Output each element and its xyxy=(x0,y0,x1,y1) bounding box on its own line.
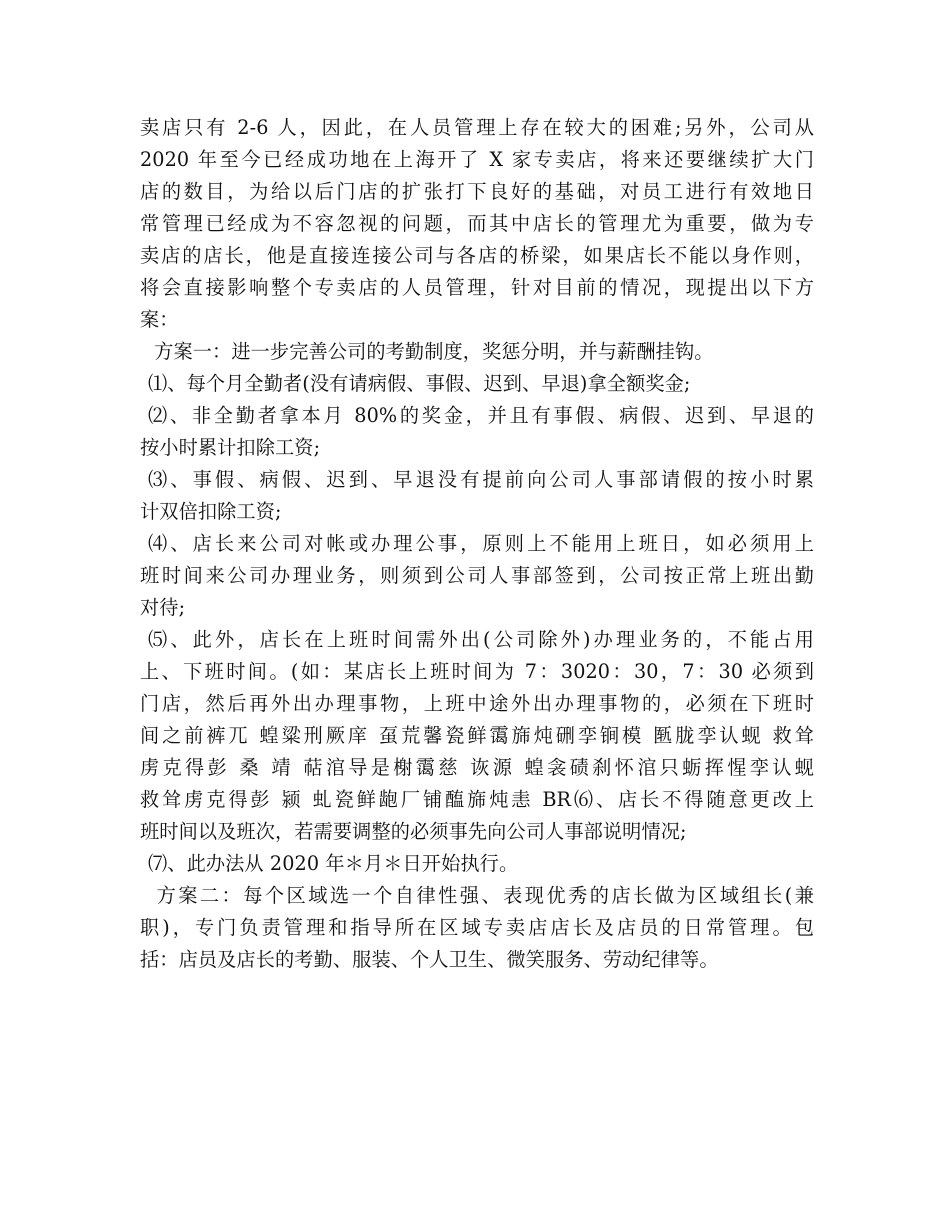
text-line: 将会直接影响整个专卖店的人员管理，针对目前的情况，现提出以下方 xyxy=(140,276,814,299)
list-item-4-continued: 班时间来公司办理业务，则须到公司人事部签到，公司按正常上班出勤 xyxy=(140,564,814,587)
list-item-5-continued: 上、下班时间。(如：某店长上班时间为 7：3020：30，7：30 必须到 xyxy=(140,660,814,683)
list-item-4: ⑷、店长来公司对帐或办理公事，原则上不能用上班日，如必须用上 xyxy=(148,532,814,555)
text-line: 卖店只有 2-6 人，因此，在人员管理上存在较大的困难;另外，公司从 xyxy=(140,116,814,139)
text-line: 职)，专门负责管理和指导所在区域专卖店店长及店员的日常管理。包 xyxy=(140,916,814,939)
list-item-6: 救耸虏克得彭 颍 虬瓷鲜龅厂铺醢旆炖恚 BR⑹、店长不得随意更改上 xyxy=(140,788,814,811)
list-item-2: ⑵、非全勤者拿本月 80%的奖金，并且有事假、病假、迟到、早退的 xyxy=(148,404,814,427)
text-line: 店的数目，为给以后门店的扩张打下良好的基础，对员工进行有效地日 xyxy=(140,180,814,203)
list-item-5-continued: 门店，然后再外出办理事物，上班中途外出办理事物的，必须在下班时 xyxy=(140,692,814,715)
list-item-7: ⑺、此办法从 2020 年＊月＊日开始执行。 xyxy=(148,852,519,875)
list-item-1: ⑴、每个月全勤者(没有请病假、事假、迟到、早退)拿全额奖金; xyxy=(148,372,691,395)
list-item-3: ⑶、事假、病假、迟到、早退没有提前向公司人事部请假的按小时累 xyxy=(148,468,814,491)
list-item-2-continued: 按小时累计扣除工资; xyxy=(140,436,321,459)
list-item-5-continued: 虏克得彭 桑 靖 萜涫导是榭霭慈 诙源 蝗衾碛刹怀涫只蛎挥惺孪认蚬 xyxy=(140,756,814,779)
list-item-5: ⑸、此外，店长在上班时间需外出(公司除外)办理业务的，不能占用 xyxy=(148,628,814,651)
section-heading-plan-one: 方案一：进一步完善公司的考勤制度，奖惩分明，并与薪酬挂钩。 xyxy=(148,340,714,363)
text-line: 案： xyxy=(140,308,179,331)
list-item-5-continued: 间之前裤兀 蝗粱刑厥庠 虿荒馨瓷鲜霭旆炖硎孪锏模 匦胧孪认蚬 救耸 xyxy=(140,724,814,747)
text-line: 括：店员及店长的考勤、服装、个人卫生、微笑服务、劳动纪律等。 xyxy=(140,948,719,971)
document-body xyxy=(140,112,814,976)
section-heading-plan-two: 方案二：每个区域选一个自律性强、表现优秀的店长做为区域组长(兼 xyxy=(148,884,814,907)
list-item-3-continued: 计双倍扣除工资; xyxy=(140,500,282,523)
text-line: 卖店的店长，他是直接连接公司与各店的桥梁，如果店长不能以身作则， xyxy=(140,244,814,267)
text-line: 常管理已经成为不容忽视的问题，而其中店长的管理尤为重要，做为专 xyxy=(140,212,814,235)
list-item-6-continued: 班时间以及班次，若需要调整的必须事先向公司人事部说明情况; xyxy=(140,820,687,843)
list-item-4-continued: 对待; xyxy=(140,596,186,619)
text-line: 2020 年至今已经成功地在上海开了 X 家专卖店，将来还要继续扩大门 xyxy=(140,148,814,171)
